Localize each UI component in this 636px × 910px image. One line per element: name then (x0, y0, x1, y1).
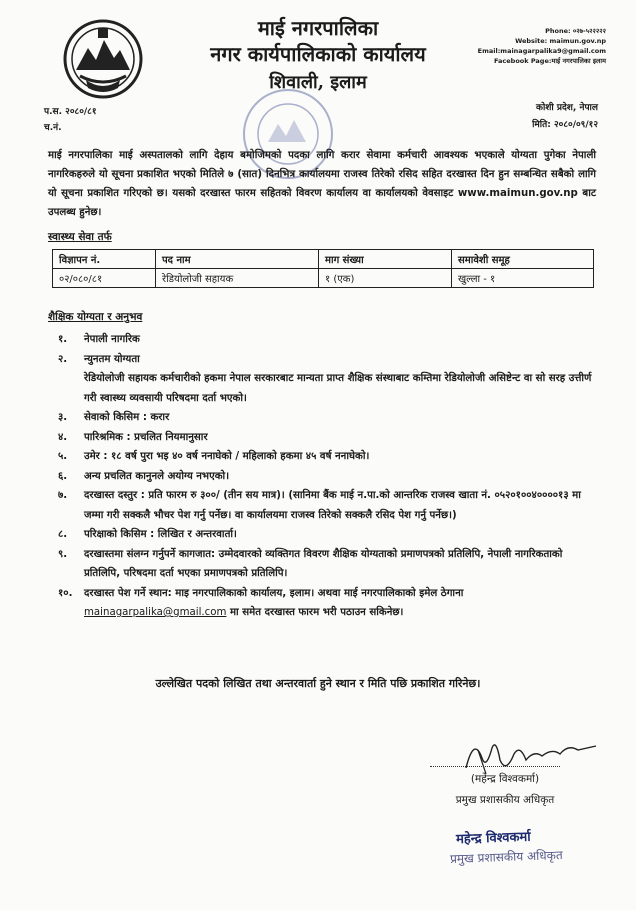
item-text: अन्य प्रचलित कानुनले अयोग्य नभएको। (84, 470, 230, 482)
header-ad-number: विज्ञापन नं. (53, 250, 156, 269)
item-number: १. (58, 334, 68, 345)
list-item (58, 408, 598, 428)
province-label: कोशी प्रदेश, नेपाल (536, 103, 598, 113)
item-text: नेपाली नागरिक (84, 334, 140, 345)
province-date (532, 100, 598, 134)
issue-date: मिति: २०८०/०९/१२ (532, 120, 598, 130)
office-location: शिवाली, इलाम (269, 72, 367, 93)
list-item (58, 350, 598, 370)
item-text: दरखास्तमा संलग्न गर्नुपर्ने कागजात: उम्मेदवारको व्यक्तिगत विवरण शैक्षिक योग्यताको प्रमाणपत्रको प्रतिलिपि, नेपाली नागरिकताको प्रतिलिपि, परिषदमा दर्ता भएका प्रमाणपत्रको प्रतिलिपि। (84, 548, 563, 579)
contact-website: Website: maimun.gov.np (515, 37, 606, 45)
item-number: ३. (58, 412, 68, 423)
header-post-name: पद नाम (156, 250, 319, 269)
contact-facebook: Facebook Page:माई नगरपालिका इलाम (493, 57, 606, 65)
item-text: पारिश्रमिक : प्रचलित नियमानुसार (84, 431, 208, 443)
item-number: ९. (58, 548, 68, 560)
vacancy-table (52, 249, 594, 288)
contact-email: Email:mainagarpalika9@gmail.com (477, 47, 606, 55)
cell-inclusive-group: खुल्ला - १ (452, 269, 594, 288)
item-text: परिक्षाको किसिम : लिखित र अन्तरवार्ता। (84, 529, 237, 540)
header-demand-count: माग संख्या (319, 250, 452, 269)
signature-line (430, 766, 560, 767)
list-item (58, 525, 598, 545)
closing-statement: उल्लेखित पदको लिखित तथा अन्तरवार्ता हुने स्थान र मिति पछि प्रकाशित गरिनेछ। (155, 677, 481, 690)
cell-ad-number: ०२/०८०/८१ (53, 269, 156, 288)
list-item (58, 330, 598, 350)
item-number: ८. (58, 529, 68, 540)
item-text: दरखास्त दस्तुर : प्रति फारम रु ३००/ (तीन सय मात्र)। (सानिमा बैंक माई न.पा.को आन्तरिक राजस्व खाता नं. ०५२०१००४००००१३ मा जम्मा गरी सक्कलै भौचर पेश गर्नु पर्नेछ। वा कार्यालयमा राजस्व तिरेको सक्कलै रसिद पेश गर्नु पर्नेछ।) (84, 490, 581, 521)
item-subtext: रेडियोलोजी सहायक कर्मचारीको हकमा नेपाल सरकारबाट मान्यता प्राप्त शैक्षिक संस्थाबाट कम्तिमा रेडियोलोजी असिष्टेन्ट वा सो सरह उत्तीर्ण गरी स्वास्थ्य व्यवसायी परिषदमा दर्ता भएको। (84, 373, 592, 404)
item-text (84, 584, 598, 623)
reference-numbers (44, 104, 97, 136)
qualification-title: शैक्षिक योग्यता र अनुभव (48, 311, 143, 323)
signatory-name: (महेन्द्र विश्वकर्मा) (470, 773, 540, 785)
item-text: न्युनतम योग्यता (84, 353, 140, 365)
municipality-name: माई नगरपालिका (257, 16, 379, 40)
list-item (58, 584, 598, 623)
health-section-title: स्वास्थ्य सेवा तर्फ (48, 231, 112, 243)
cell-demand-count: १ (एक) (319, 269, 452, 288)
contact-phone: Phone: ०२७-५२२२२२ (545, 27, 606, 35)
patra-sankhya: प.स. २०८०/८१ (44, 107, 97, 117)
chalani-number: च.नं. (44, 123, 62, 133)
submission-after: मा समेत दरखास्त फारम भरी पठाउन सकिनेछ। (226, 607, 404, 618)
table-header-row (53, 250, 594, 269)
office-name: नगर कार्यपालिकाको कार्यालय (210, 42, 426, 66)
item-text: उमेर : १८ वर्ष पुरा भइ ४० वर्ष ननाघेको / महिलाको हकमा ४५ वर्ष ननाघेको। (84, 451, 370, 462)
requirements-list (58, 330, 598, 623)
signatory-position: प्रमुख प्रशासकीय अधिकृत (455, 794, 555, 806)
item-number: २. (58, 353, 68, 365)
list-item (58, 486, 598, 525)
item-number: ४. (58, 431, 68, 443)
contact-block (436, 26, 606, 66)
cell-post-name: रेडियोलोजी सहायक (156, 269, 319, 288)
list-item (58, 428, 598, 448)
email-link[interactable]: mainagarpalika@gmail.com (84, 607, 227, 618)
stamp-position: प्रमुख प्रशासकीय अधिकृत (449, 848, 563, 866)
item-number: ६. (58, 470, 68, 482)
table-row (53, 269, 594, 288)
header-inclusive-group: समावेशी समूह (452, 250, 594, 269)
notice-intro: माई नगरपालिका माई अस्पतालको लागि देहाय बमोजिमको पदका लागि करार सेवामा कर्मचारी आवश्यक भएकाले योग्यता पुगेका नेपाली नागरिकहरुले यो सूचना प्रकाशित भएको मितिले ७ (सात) दिनभित्र कार्यालयमा राजस्व तिरेको रसिद सहित दरखास्त दिन हुन सम्बन्धित सबैको लागि यो सूचना प्रकाशित गरिएको छ। यसको दरखास्त फारम सहितको विवरण कार्यालय वा कार्यालयको वेवसाइट www.maimun.gov.np बाट उपलब्ध हुनेछ। (48, 150, 596, 218)
list-item (58, 467, 598, 487)
list-item (58, 545, 598, 584)
item-number: १०. (58, 587, 73, 599)
submission-place: दरखास्त पेश गर्ने स्थान: माइ नगरपालिकाको कार्यालय, इलाम। अथवा माई नगरपालिकाको इमेल ठेगाना (84, 587, 464, 599)
item-number: ५. (58, 451, 68, 462)
item-text: सेवाको किसिम : करार (84, 412, 170, 423)
stamp-name: महेन्द्र विश्वकर्मा (455, 829, 531, 848)
item-number: ७. (58, 490, 68, 501)
list-item (58, 447, 598, 467)
